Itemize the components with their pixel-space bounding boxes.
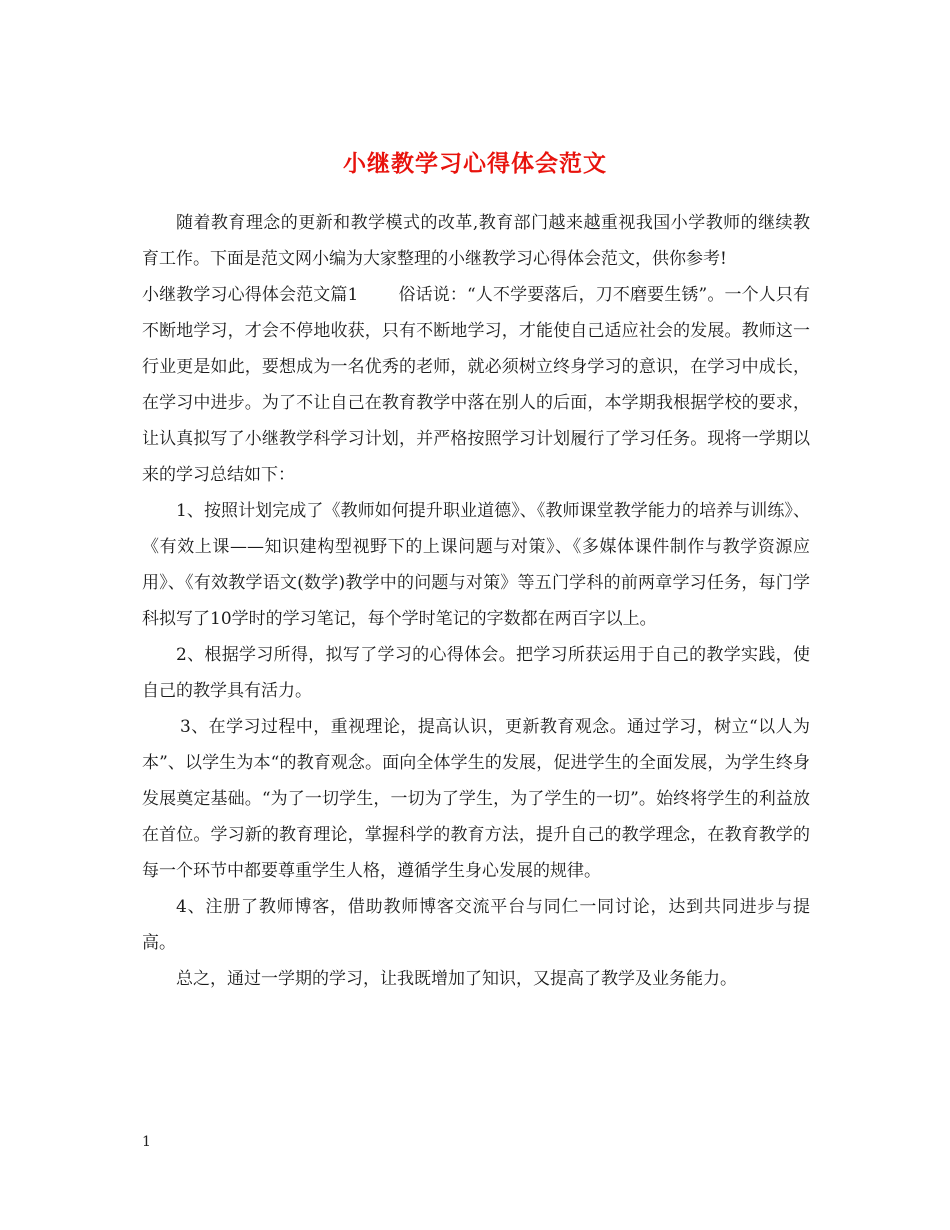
document-body	[142, 205, 810, 997]
section-heading: 小继教学习心得体会范文篇1	[142, 285, 359, 305]
section-paragraph	[142, 277, 810, 493]
list-item-3: 3、在学习过程中，重视理论，提高认识，更新教育观念。通过学习，树立“以人为本”、以学生为本“的教育观念。面向全体学生的发展，促进学生的全面发展，为学生终身发展奠定基础。“为了一切学生，一切为了学生，为了学生的一切”。始终将学生的利益放在首位。学习新的教育理论，掌握科学的教育方法，提升自己的教学理念，在教育教学的每一个环节中都要尊重学生人格，遵循学生身心发展的规律。	[142, 717, 810, 881]
list-item-2: 2、根据学习所得，拟写了学习的心得体会。把学习所获运用于自己的教学实践，使自己的教学具有活力。	[142, 645, 810, 701]
conclusion-paragraph: 总之，通过一学期的学习，让我既增加了知识，又提高了教学及业务能力。	[176, 969, 737, 989]
page-number: 1	[142, 1134, 151, 1150]
document-title: 小继教学习心得体会范文	[343, 150, 607, 178]
section-lead-text: 俗话说：“人不学要落后，刀不磨要生锈”。一个人只有不断地学习，才会不停地收获，只有不断地学习，才能使自己适应社会的发展。教师这一行业更是如此，要想成为一名优秀的老师，就必须树立终身学习的意识，在学习中成长，在学习中进步。为了不让自己在教育教学中落在别人的后面，本学期我根据学校的要求，让认真拟写了小继教学科学习计划，并严格按照学习计划履行了学习任务。现将一学期以来的学习总结如下：	[142, 285, 810, 485]
list-item-4: 4、注册了教师博客，借助教师博客交流平台与同仁一同讨论，达到共同进步与提高。	[142, 897, 810, 953]
list-item-1: 1、按照计划完成了《教师如何提升职业道德》、《教师课堂教学能力的培养与训练》、《有效上课——知识建构型视野下的上课问题与对策》、《多媒体课件制作与教学资源应用》、《有效教学语文(数学)教学中的问题与对策》等五门学科的前两章学习任务，每门学科拟写了10学时的学习笔记，每个学时笔记的字数都在两百字以上。	[142, 501, 810, 629]
intro-paragraph: 随着教育理念的更新和教学模式的改革,教育部门越来越重视我国小学教师的继续教育工作。下面是范文网小编为大家整理的小继教学习心得体会范文，供你参考!	[142, 213, 810, 269]
